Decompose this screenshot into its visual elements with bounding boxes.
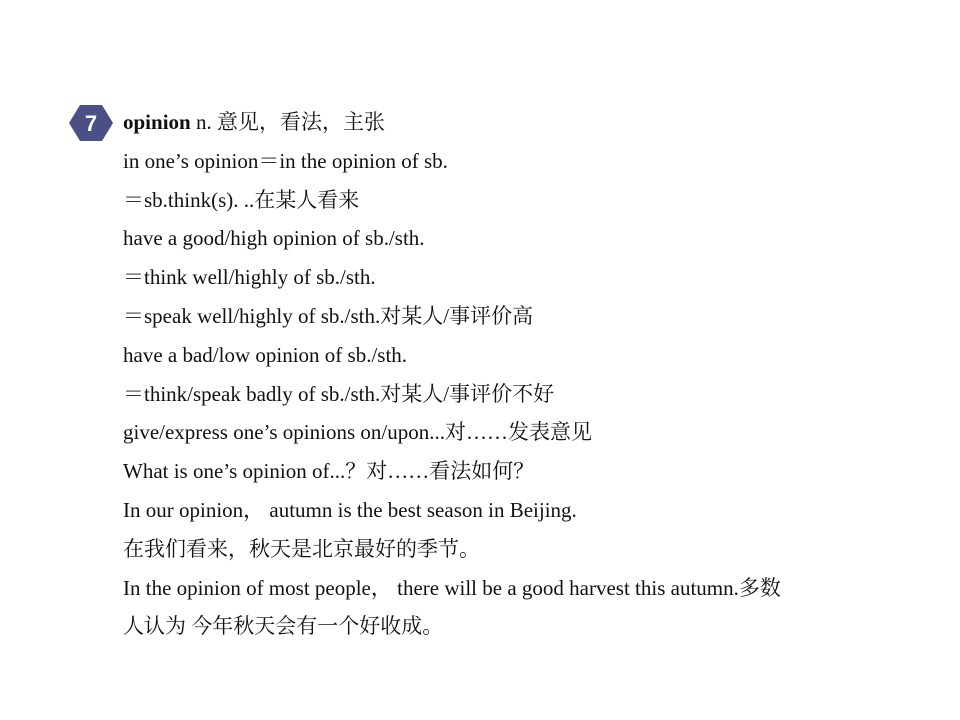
example-translation: 在我们看来，秋天是北京最好的季节。 [123,536,480,561]
usage-line: ＝speak well/highly of sb./sth.对某人/事评价高 [123,303,534,328]
example-sentence: In the opinion of most people， there will be a good harvest this autumn.多数 [123,575,781,600]
entry-heading [123,103,923,142]
usage-line: ＝think well/highly of sb./sth. [123,265,376,290]
usage-line: ＝sb.think(s). ..在某人看来 [123,187,360,212]
usage-line: give/express one’s opinions on/upon...对……发表意见 [123,420,592,445]
number-badge [68,104,114,142]
headword: opinion [123,110,191,134]
usage-line: What is one’s opinion of...？对……看法如何？ [123,459,535,484]
hexagon-badge-icon [68,104,114,142]
usage-line: in one’s opinion＝in the opinion of sb. [123,148,448,173]
example-sentence: In our opinion， autumn is the best season in Beijing. [123,497,577,522]
definition: n. 意见，看法，主张 [190,110,385,134]
usage-line: have a bad/low opinion of sb./sth. [123,342,408,367]
badge-number: 7 [84,111,98,136]
usage-line: ＝think/speak badly of sb./sth.对某人/事评价不好 [123,381,555,406]
usage-line: have a good/high opinion of sb./sth. [123,226,425,251]
vocabulary-entry [123,103,923,646]
example-translation: 人认为 今年秋天会有一个好收成。 [123,614,444,639]
